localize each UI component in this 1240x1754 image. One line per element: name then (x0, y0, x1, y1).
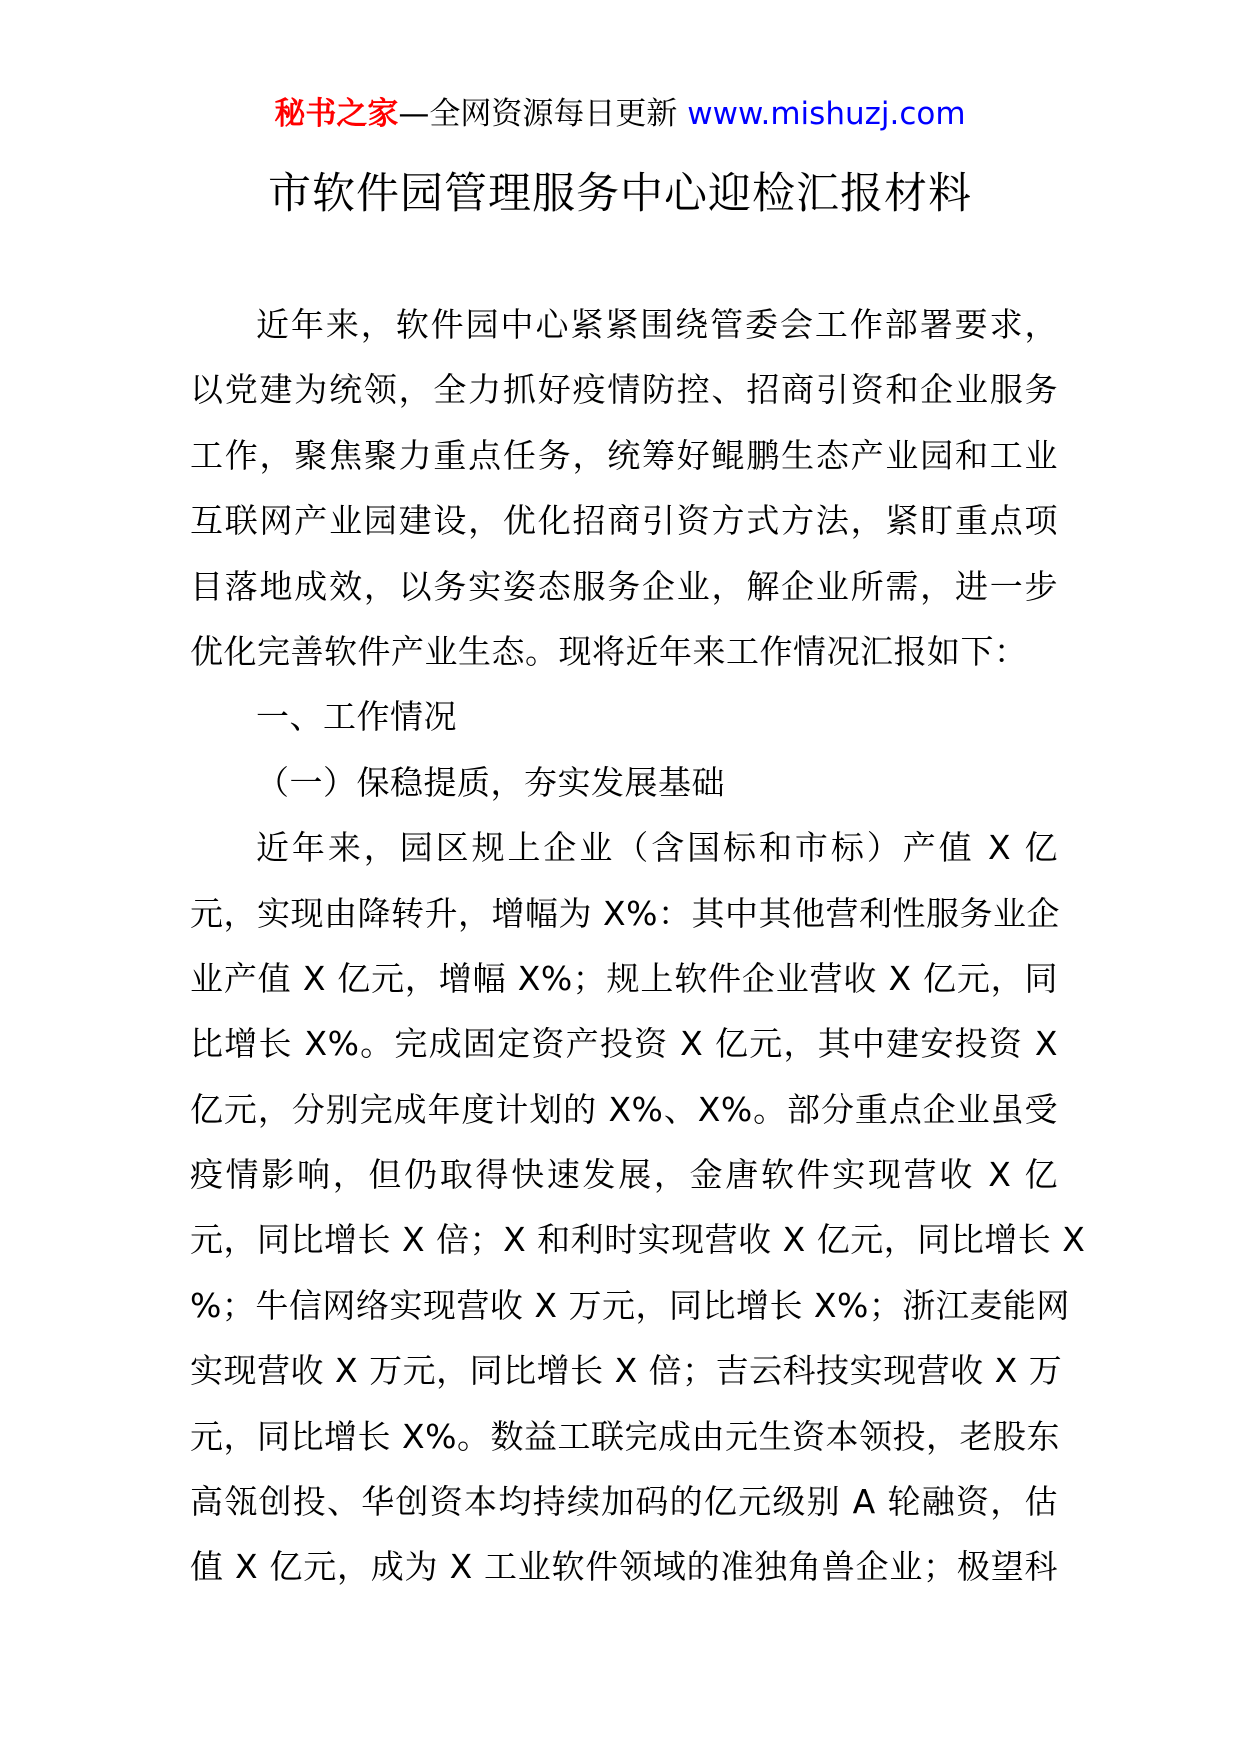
paragraph-line: 亿元，分别完成年度计划的 X%、X%。部分重点企业虽受 (190, 1089, 1058, 1129)
paragraph-line: 元，实现由降转升，增幅为 X%：其中其他营利性服务业企 (190, 893, 1060, 933)
paragraph-line: 近年来，软件园中心紧紧围绕管委会工作部署要求， (256, 305, 1058, 344)
document-body (190, 292, 1086, 1600)
paragraph-line: 疫情影响，但仍取得快速发展，金唐软件实现营收 X 亿 (190, 1155, 1058, 1195)
paragraph-line: 业产值 X 亿元，增幅 X%；规上软件企业营收 X 亿元，同 (190, 958, 1058, 998)
paragraph-line: 值 X 亿元，成为 X 工业软件领域的准独角兽企业；极望科 (190, 1547, 1058, 1587)
paragraph-line: 近年来，园区规上企业（含国标和市标）产值 X 亿 (256, 828, 1058, 868)
brand-name: 秘书之家 (274, 96, 399, 132)
paragraph-line: 高瓴创投、华创资本均持续加码的亿元级别 A 轮融资，估 (190, 1482, 1058, 1522)
site-tagline: —全网资源每日更新 (398, 96, 688, 132)
paragraph-line: 目落地成效，以务实姿态服务企业，解企业所需，进一步 (190, 566, 1058, 606)
paragraph-line: 元，同比增长 X%。数益工联完成由元生资本领投，老股东 (190, 1416, 1060, 1456)
subsection-heading: （一）保稳提质，夯实发展基础 (256, 762, 725, 802)
paragraph-line: 互联网产业园建设，优化招商引资方式方法，紧盯重点项 (190, 501, 1058, 541)
site-header (0, 94, 1240, 134)
paragraph-line: 工作，聚焦聚力重点任务，统筹好鲲鹏生态产业园和工业 (190, 435, 1058, 475)
paragraph-line: 比增长 X%。完成固定资产投资 X 亿元，其中建安投资 X (190, 1024, 1058, 1064)
document-title: 市软件园管理服务中心迎检汇报材料 (268, 169, 972, 219)
paragraph-line: 元，同比增长 X 倍；X 和利时实现营收 X 亿元，同比增长 X (190, 1220, 1086, 1260)
section-heading: 一、工作情况 (256, 697, 457, 737)
paragraph-line: 实现营收 X 万元，同比增长 X 倍；吉云科技实现营收 X 万 (190, 1351, 1063, 1391)
paragraph-line: %；牛信网络实现营收 X 万元，同比增长 X%；浙江麦能网 (190, 1285, 1070, 1325)
paragraph-line: 优化完善软件产业生态。现将近年来工作情况汇报如下： (190, 631, 1028, 671)
paragraph-line: 以党建为统领，全力抓好疫情防控、招商引资和企业服务 (190, 370, 1058, 410)
site-url-link[interactable]: www.mishuzj.com (687, 96, 966, 132)
